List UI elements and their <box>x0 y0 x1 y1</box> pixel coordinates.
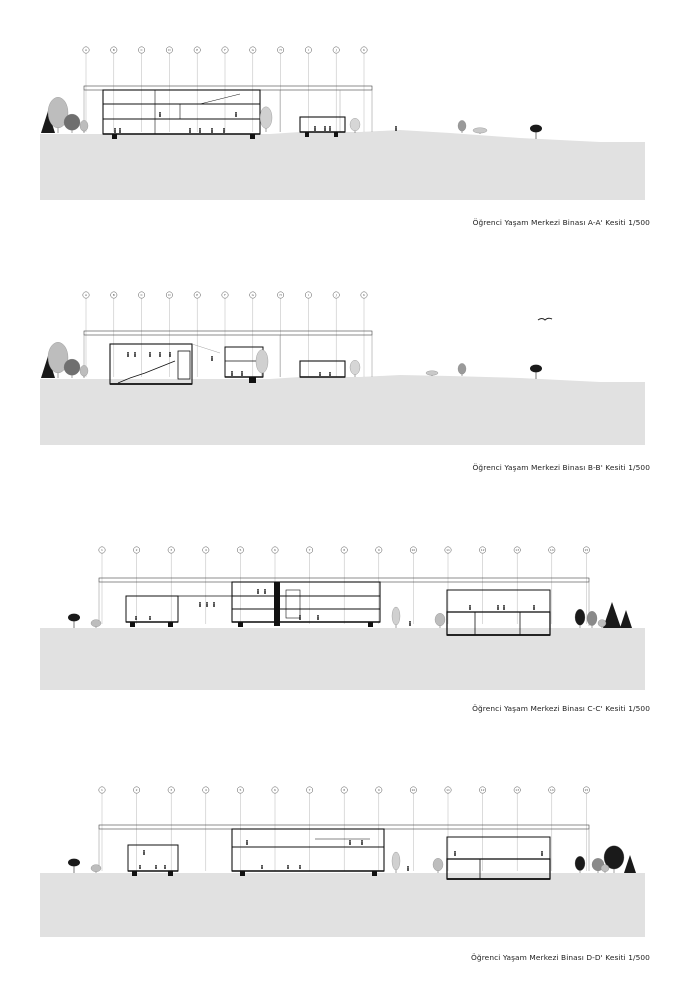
grid-axis <box>361 47 367 132</box>
person-icon <box>407 866 409 871</box>
grid-label: 10 <box>411 788 416 793</box>
grid-label: G <box>251 293 254 298</box>
person-icon <box>199 128 201 133</box>
grid-axis <box>237 547 243 624</box>
bird-icon <box>538 318 552 320</box>
grid-label: B <box>112 293 115 298</box>
grid-label: 10 <box>411 548 416 553</box>
section-a-panel <box>0 0 690 245</box>
section-caption: Öğrenci Yaşam Merkezi Binası B-B' Kesiti 1/500 <box>472 463 650 472</box>
person-icon <box>159 352 161 357</box>
central-block <box>232 582 380 626</box>
person-icon <box>135 616 137 620</box>
person-icon <box>261 865 263 869</box>
ground-terrain <box>40 375 645 445</box>
person-icon <box>395 126 397 131</box>
grid-label: I <box>307 293 309 298</box>
person-icon <box>361 840 363 845</box>
person-icon <box>329 372 331 376</box>
grid-label: E <box>196 48 199 53</box>
person-icon <box>169 352 171 357</box>
ground-terrain <box>40 873 645 937</box>
tree-icon <box>458 120 466 133</box>
grid-axis <box>277 292 283 377</box>
tree-icon <box>530 365 542 379</box>
person-icon <box>159 112 161 117</box>
grid-label: J <box>335 48 337 53</box>
person-icon <box>199 602 201 607</box>
auditorium-block <box>110 344 220 384</box>
grid-axis <box>333 292 339 377</box>
grid-label: 5 <box>239 548 242 553</box>
section-c-panel <box>0 490 690 735</box>
person-icon <box>454 851 456 856</box>
person-icon <box>134 352 136 357</box>
tree-icon <box>68 614 80 628</box>
person-icon <box>155 865 157 869</box>
person-icon <box>114 128 116 133</box>
grid-label: 11 <box>446 788 450 793</box>
grid-label: 8 <box>343 548 346 553</box>
tree-icon <box>80 120 88 133</box>
grid-label: F <box>224 48 226 53</box>
grid-label: J <box>335 293 337 298</box>
grid-label: 13 <box>515 548 520 553</box>
tree-icon <box>64 114 80 133</box>
person-icon <box>497 605 499 610</box>
roof-canopy <box>99 825 589 829</box>
person-icon <box>503 605 505 610</box>
person-icon <box>319 372 321 376</box>
grid-label: 4 <box>204 548 207 553</box>
person-icon <box>139 865 141 869</box>
person-icon <box>164 865 166 869</box>
tree-icon <box>435 613 445 628</box>
grid-label: 12 <box>480 548 485 553</box>
trees <box>68 846 636 873</box>
grid-label: 15 <box>584 788 589 793</box>
tree-icon <box>392 852 400 873</box>
section-b-drawing <box>0 245 690 490</box>
tree-icon <box>458 363 466 376</box>
roof-canopy <box>84 86 372 90</box>
grid-label: 9 <box>377 788 380 793</box>
person-icon <box>119 128 121 133</box>
west-block <box>128 845 178 871</box>
west-block <box>126 596 232 622</box>
pavilion-block <box>300 361 345 377</box>
grid-label: G <box>251 48 254 53</box>
grid-label: H <box>279 293 282 298</box>
grid-label: K <box>363 293 365 298</box>
grid-label: 2 <box>135 788 138 793</box>
person-icon <box>541 851 543 856</box>
grid-axis <box>333 47 339 132</box>
grid-axis <box>133 547 139 624</box>
pavilion-block <box>300 117 345 132</box>
tree-icon <box>64 359 80 378</box>
person-icon <box>329 126 331 131</box>
ground-terrain <box>40 130 645 200</box>
section-d-panel <box>0 735 690 980</box>
tree-icon <box>433 858 443 873</box>
roof-canopy <box>84 331 372 335</box>
grid-label: H <box>279 48 282 53</box>
grid-label: C <box>140 293 143 298</box>
grid-label: E <box>196 293 199 298</box>
person-icon <box>314 126 316 131</box>
person-icon <box>211 128 213 133</box>
tree-icon <box>473 128 487 134</box>
section-c-drawing <box>0 490 690 735</box>
section-caption: Öğrenci Yaşam Merkezi Binası A-A' Kesiti 1/500 <box>472 218 650 227</box>
person-icon <box>189 128 191 133</box>
grid-label: C <box>140 48 143 53</box>
central-block <box>232 829 384 871</box>
grid-label: K <box>363 48 365 53</box>
person-icon <box>533 605 535 610</box>
grid-label: 6 <box>274 548 276 553</box>
trees <box>41 342 542 379</box>
grid-axis <box>168 547 174 624</box>
grid-axis <box>99 547 105 624</box>
grid-axis <box>203 547 209 624</box>
people-figures <box>139 840 543 871</box>
section-caption: Öğrenci Yaşam Merkezi Binası C-C' Kesiti 1/500 <box>472 704 650 713</box>
grid-label: 5 <box>239 788 242 793</box>
grid-label: 6 <box>274 788 276 793</box>
person-icon <box>246 840 248 845</box>
tree-icon <box>350 118 360 133</box>
grid-label: D <box>168 48 171 53</box>
ground-terrain <box>40 628 645 690</box>
person-icon <box>211 356 213 361</box>
grid-axis <box>306 547 312 624</box>
grid-label: 11 <box>446 548 450 553</box>
grid-label: 14 <box>549 548 554 553</box>
person-icon <box>324 126 326 131</box>
grid-label: 7 <box>308 548 311 553</box>
person-icon <box>299 615 301 620</box>
tree-icon <box>601 865 609 873</box>
section-a-drawing <box>0 0 690 245</box>
grid-axis <box>194 292 200 377</box>
grid-label: 2 <box>135 548 138 553</box>
grid-label: 9 <box>377 548 380 553</box>
tree-icon <box>91 620 101 628</box>
person-icon <box>409 621 411 626</box>
tree-icon <box>530 125 542 139</box>
grid-label: 1 <box>101 548 103 553</box>
person-icon <box>127 352 129 357</box>
person-icon <box>235 112 237 117</box>
section-caption: Öğrenci Yaşam Merkezi Binası D-D' Kesiti 1/500 <box>471 953 650 962</box>
tree-icon <box>80 365 88 378</box>
grid-label: 1 <box>101 788 103 793</box>
grid-axis <box>277 47 283 132</box>
tree-icon <box>624 855 636 873</box>
person-icon <box>469 605 471 610</box>
grid-axis <box>361 292 367 377</box>
tree-icon <box>256 350 268 377</box>
grid-label: A <box>84 48 88 53</box>
person-icon <box>257 589 259 594</box>
grid-label: 4 <box>204 788 207 793</box>
person-icon <box>206 602 208 607</box>
trees <box>68 602 632 628</box>
grid-label: F <box>224 293 226 298</box>
grid-axis <box>341 547 347 624</box>
roof-canopy <box>99 578 589 582</box>
grid-label: 15 <box>584 548 589 553</box>
tree-icon <box>426 371 438 376</box>
grid-axis <box>111 292 117 377</box>
person-icon <box>317 615 319 620</box>
person-icon <box>149 616 151 620</box>
grid-label: 3 <box>170 788 173 793</box>
grid-axis <box>305 292 311 377</box>
person-icon <box>349 840 351 845</box>
grid-axis <box>410 547 416 624</box>
section-b-panel <box>0 245 690 490</box>
tree-icon <box>620 610 632 628</box>
tree-icon <box>350 360 360 377</box>
grid-label: 14 <box>549 788 554 793</box>
grid-label: 13 <box>515 788 520 793</box>
person-icon <box>143 850 145 855</box>
grid-axis <box>305 47 311 132</box>
main-block <box>103 90 260 134</box>
grid-axis <box>376 547 382 624</box>
person-icon <box>241 371 243 376</box>
east-block <box>447 837 550 879</box>
grid-axis <box>138 292 144 377</box>
grid-label: D <box>168 293 171 298</box>
person-icon <box>287 865 289 869</box>
tree-icon <box>587 611 597 628</box>
tree-icon <box>91 865 101 873</box>
tree-icon <box>575 609 585 628</box>
tree-icon <box>260 107 272 132</box>
person-icon <box>223 128 225 133</box>
grid-label: A <box>84 293 88 298</box>
grid-label: 8 <box>343 788 346 793</box>
grid-label: 12 <box>480 788 485 793</box>
grid-label: B <box>112 48 115 53</box>
grid-label: 3 <box>170 548 173 553</box>
person-icon <box>213 602 215 607</box>
grid-label: 7 <box>308 788 311 793</box>
tree-icon <box>68 859 80 873</box>
person-icon <box>299 865 301 869</box>
tree-icon <box>575 856 585 873</box>
person-icon <box>149 352 151 357</box>
grid-label: I <box>307 48 309 53</box>
person-icon <box>231 371 233 376</box>
tree-icon <box>392 607 400 628</box>
grid-axis <box>250 292 256 377</box>
person-icon <box>264 589 266 594</box>
section-d-drawing <box>0 735 690 980</box>
